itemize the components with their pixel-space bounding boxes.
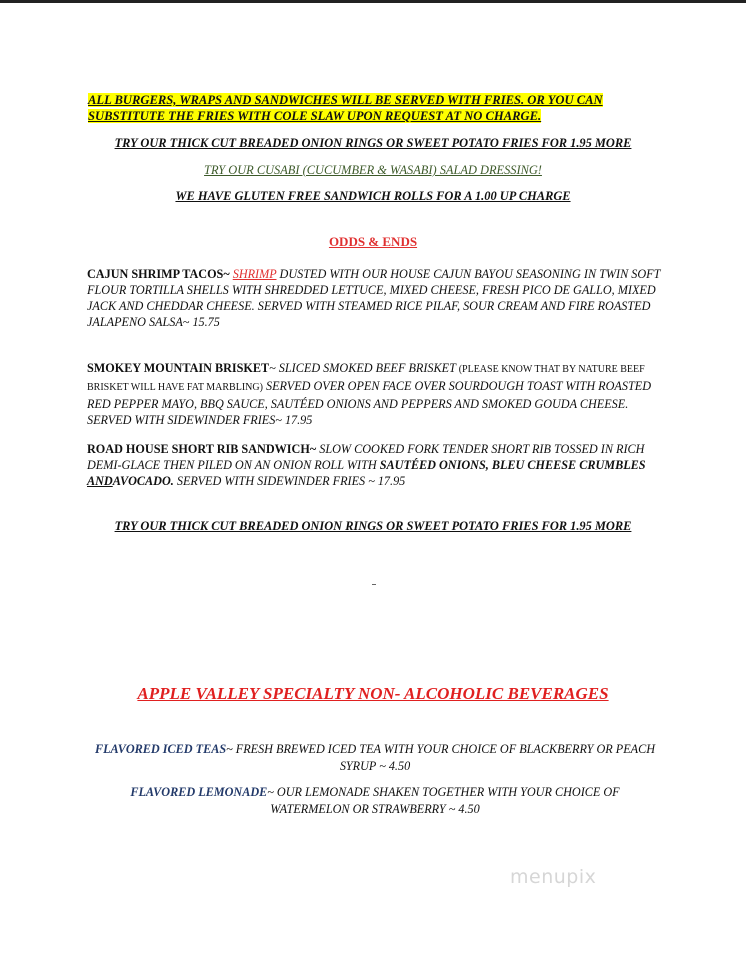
item-description-a: ~ SLICED SMOKED BEEF BRISKET [269,361,456,375]
beverages-heading: APPLE VALLEY SPECIALTY NON- ALCOHOLIC BEVERAGES [137,684,609,703]
item-name: SMOKEY MOUNTAIN BRISKET [87,361,270,375]
odds-ends-heading: ODDS & ENDS [328,234,418,249]
beverage-lemonade [90,784,660,818]
gluten-free-promo: WE HAVE GLUTEN FREE SANDWICH ROLLS FOR A 1.00 UP CHARGE [175,189,571,203]
item-bold-b: AVOCADO. [112,474,174,488]
fries-notice-line2: SUBSTITUTE THE FRIES WITH COLE SLAW UPON REQUEST AT NO CHARGE. [88,109,542,123]
beverage-name: FLAVORED ICED TEAS [94,742,227,756]
item-highlight: SHRIMP [232,267,277,281]
menu-item-road-house-short-rib [87,441,662,489]
item-description: DUSTED WITH OUR HOUSE CAJUN BAYOU SEASONING IN TWIN SOFT FLOUR TORTILLA SHELLS WITH SHREDDED LETTUCE, MIXED CHEESE, FRESH PICO DE GALLO, MIXED JACK AND CHEDDAR CHEESE. SERVED WITH STEAMED RICE PILAF, SOUR CREAM AND FIRE ROASTED JALAPENO SALSA~ 15.75 [87,267,661,329]
beverage-name: FLAVORED LEMONADE [130,785,268,799]
item-name: ROAD HOUSE SHORT RIB SANDWICH~ [87,442,317,456]
stray-dot [372,584,376,585]
item-name: CAJUN SHRIMP TACOS~ [87,267,230,281]
item-description-b: SERVED OVER OPEN FACE OVER SOURDOUGH TOAST WITH ROASTED RED PEPPER MAYO, BBQ SAUCE, SAUTÉED ONIONS AND PEPPERS AND SMOKED GOUDA CHEESE. SERVED WITH SIDEWINDER FRIES~ 17.95 [87,379,651,427]
onion-rings-promo-top: TRY OUR THICK CUT BREADED ONION RINGS OR SWEET POTATO FRIES FOR 1.95 MORE [114,136,632,150]
item-description-b: SERVED WITH SIDEWINDER FRIES ~ 17.95 [176,474,406,488]
menu-item-cajun-shrimp-tacos [87,266,662,330]
item-description-a: SLOW COOKED FORK TENDER SHORT RIB TOSSED IN RICH DEMI-GLACE THEN PILED ON AN ONION ROLL WITH [87,442,645,472]
top-border [0,0,746,3]
cusabi-promo: TRY OUR CUSABI (CUCUMBER & WASABI) SALAD DRESSING! [204,163,542,177]
onion-rings-promo-bottom: TRY OUR THICK CUT BREADED ONION RINGS OR SWEET POTATO FRIES FOR 1.95 MORE [114,519,632,533]
fries-notice [88,92,688,124]
item-bold-a: SAUTÉED ONIONS, BLEU CHEESE CRUMBLES [379,458,646,472]
beverage-iced-teas [90,741,660,775]
menupix-watermark: menupix [510,866,597,888]
item-and: AND [87,474,113,488]
fries-notice-line1: ALL BURGERS, WRAPS AND SANDWICHES WILL BE SERVED WITH FRIES. OR YOU CAN [88,93,603,107]
beverage-description: ~ FRESH BREWED ICED TEA WITH YOUR CHOICE OF BLACKBERRY OR PEACH SYRUP ~ 4.50 [226,742,656,773]
beverage-description: ~ OUR LEMONADE SHAKEN TOGETHER WITH YOUR CHOICE OF WATERMELON OR STRAWBERRY ~ 4.50 [267,785,620,816]
menu-item-smokey-mountain-brisket [87,360,662,428]
item-note: (PLEASE KNOW THAT BY NATURE BEEF BRISKET WILL HAVE FAT MARBLING) [87,364,645,393]
